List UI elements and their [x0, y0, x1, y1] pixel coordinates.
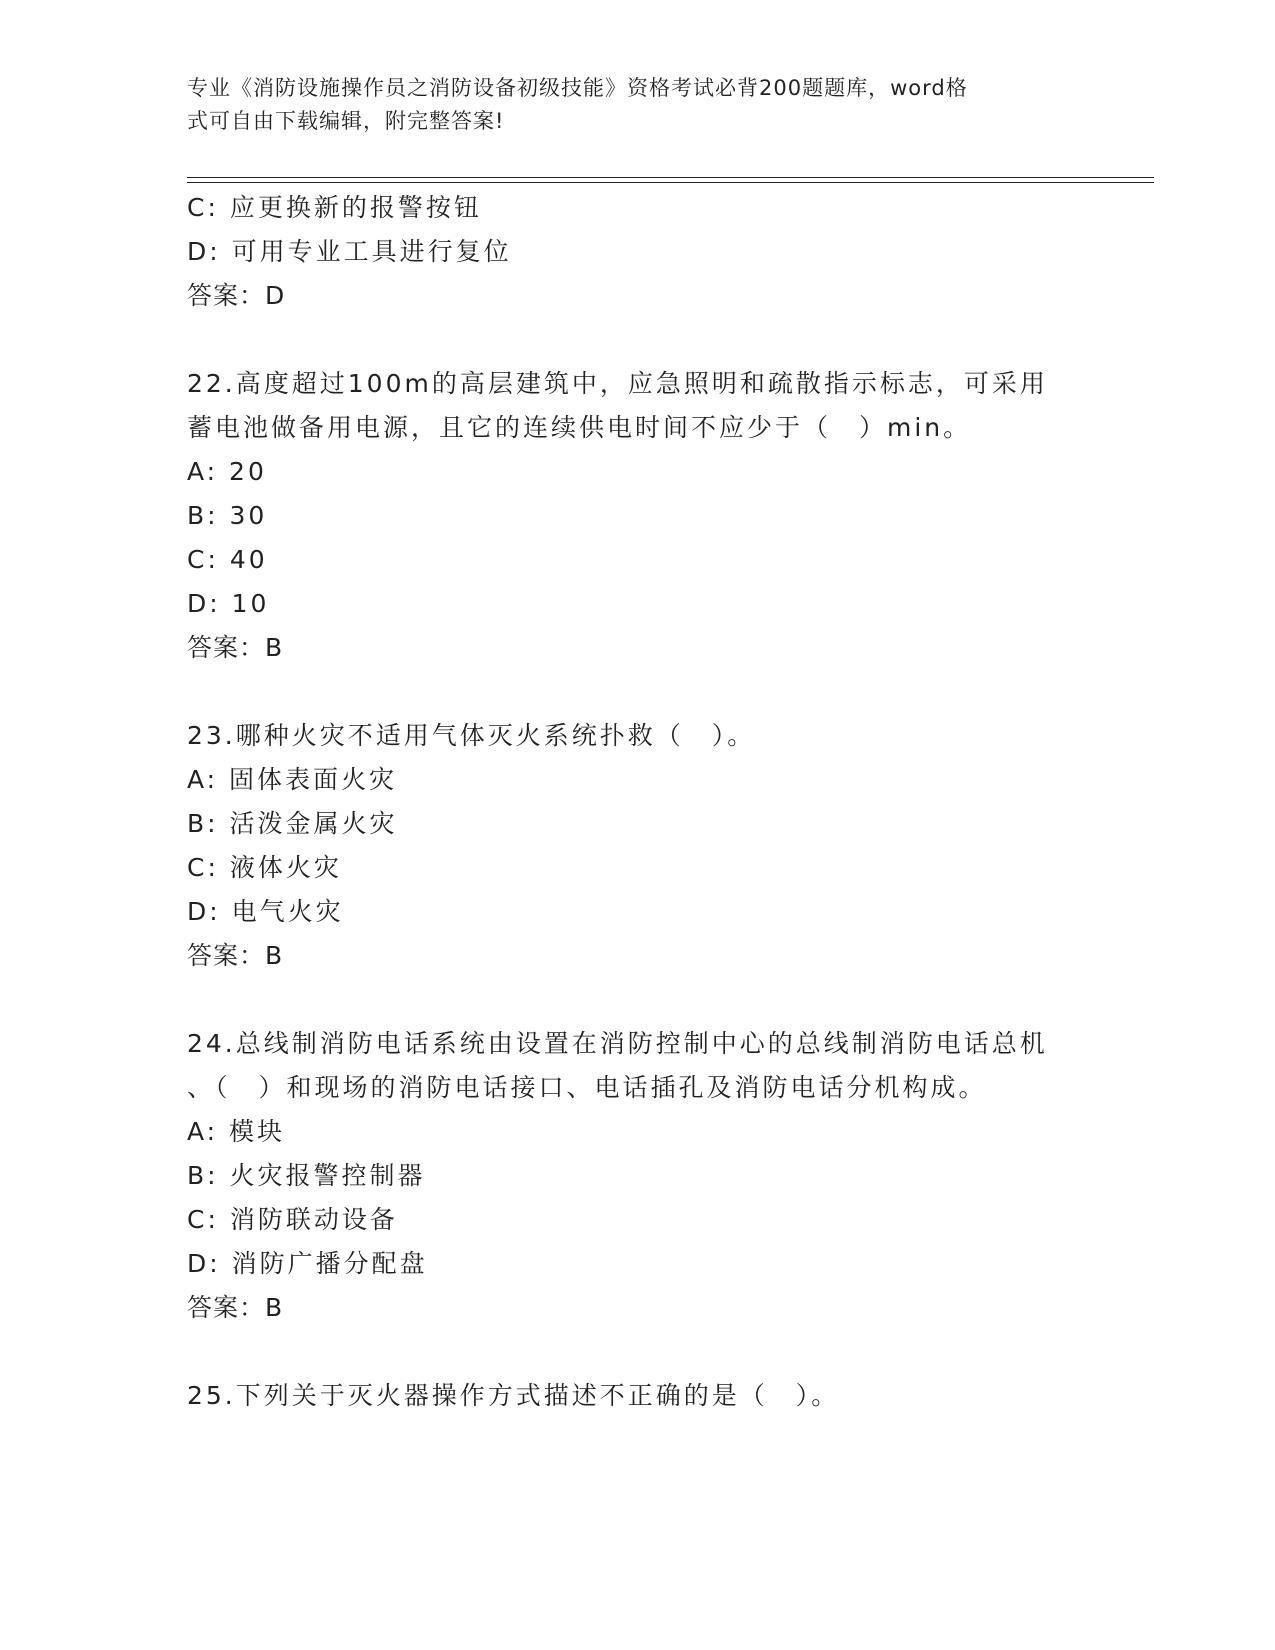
question-23-stem: 23.哪种火灾不适用气体灭火系统扑救（ ）。 — [187, 721, 756, 750]
question-22-stem-line-2: 蓄电池做备用电源，且它的连续供电时间不应少于（ ）min。 — [187, 413, 972, 442]
question-25-stem: 25.下列关于灭火器操作方式描述不正确的是（ ）。 — [187, 1381, 840, 1410]
question-24-stem-line-2: 、（ ）和现场的消防电话接口、电话插孔及消防电话分机构成。 — [187, 1073, 987, 1102]
question-23-option-b: B: 活泼金属火灾 — [187, 809, 398, 838]
question-23-option-d: D: 电气火灾 — [187, 897, 344, 926]
question-24-option-c: C: 消防联动设备 — [187, 1205, 398, 1234]
question-22-option-c: C: 40 — [187, 545, 268, 574]
question-24-stem-line-1: 24.总线制消防电话系统由设置在消防控制中心的总线制消防电话总机 — [187, 1029, 1048, 1058]
question-23-option-c: C: 液体火灾 — [187, 853, 342, 882]
document-header — [187, 72, 1067, 138]
header-divider-bottom — [187, 182, 1154, 183]
header-line-1: 专业《消防设施操作员之消防设备初级技能》资格考试必背200题题库，word格 — [187, 76, 968, 100]
option-d: D: 可用专业工具进行复位 — [187, 237, 512, 266]
question-22-answer: 答案：B — [187, 633, 284, 662]
header-divider-top — [187, 177, 1154, 178]
question-23-option-a: A: 固体表面火灾 — [187, 765, 398, 794]
answer: 答案：D — [187, 281, 286, 310]
header-line-2: 式可自由下载编辑，附完整答案! — [187, 109, 505, 133]
question-24-option-b: B: 火灾报警控制器 — [187, 1161, 426, 1190]
question-24-option-d: D: 消防广播分配盘 — [187, 1249, 428, 1278]
question-23-answer: 答案：B — [187, 941, 284, 970]
question-24-option-a: A: 模块 — [187, 1117, 286, 1146]
option-c: C: 应更换新的报警按钮 — [187, 193, 482, 222]
question-22-option-a: A: 20 — [187, 457, 267, 486]
question-22-option-d: D: 10 — [187, 589, 270, 618]
question-22-option-b: B: 30 — [187, 501, 268, 530]
question-22-stem-line-1: 22.高度超过100m的高层建筑中，应急照明和疏散指示标志，可采用 — [187, 369, 1048, 398]
question-24-answer: 答案：B — [187, 1293, 284, 1322]
